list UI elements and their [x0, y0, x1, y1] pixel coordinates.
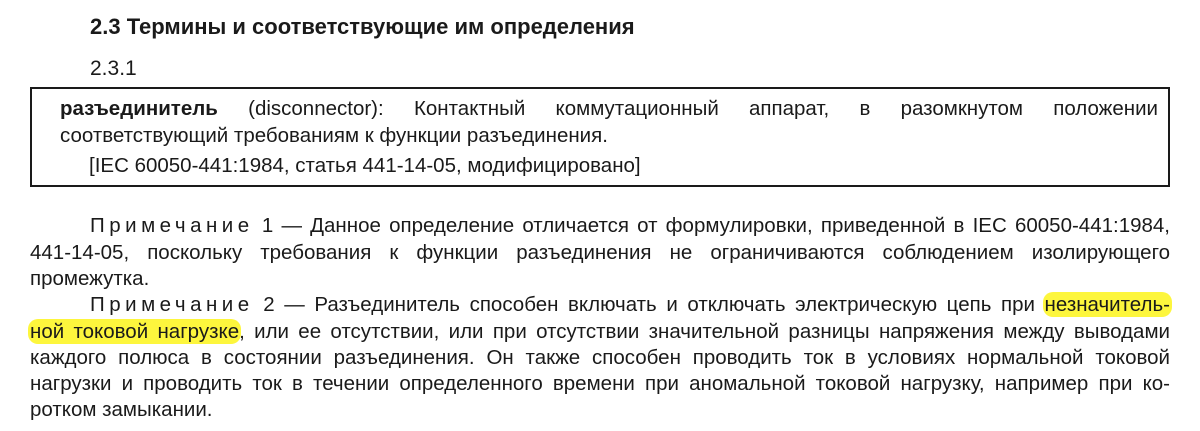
definition-reference: [IEC 60050-441:1984, статья 441-14-05, модифицировано] [89, 154, 641, 177]
note-2-text-2: , или ее отсутствии, или при отсутствии значительной разницы напряжения между выводами [239, 320, 1171, 343]
note-2-line-3: каждого полюса в состоянии разъединения. Он также способен проводить ток в условиях нормальной токовой [30, 346, 1170, 369]
definition-term: разъединитель [60, 97, 218, 120]
note-2-text-1: 2 — Разъединитель способен включать и отключать электрическую цепь при [253, 293, 1035, 316]
highlighted-text-2: ной токовой нагрузке [30, 320, 240, 343]
note-2-line-4: нагрузки и проводить ток в течении определенного времени при аномальной токовой нагрузку, например при ко- [30, 372, 1170, 395]
definition-text-1: Контактный коммутационный аппарат, в разомкнутом положении [383, 97, 1159, 120]
definition-line-1 [60, 97, 1158, 121]
highlighted-text-1: незначитель- [1044, 293, 1170, 316]
note-2-line-1 [90, 293, 1170, 317]
note-2-label: Примечание [90, 293, 254, 316]
note-1-line-3: промежутка. [30, 267, 150, 290]
note-1-text: 1 — Данное определение отличается от формулировки, приведенной в IEC 60050-441:1984, [253, 214, 1170, 237]
note-1-label: Примечание [90, 214, 254, 237]
note-1-line-2: 441-14-05, поскольку требования к функции разъединения не ограничиваются соблюдением изолирующего [30, 241, 1170, 264]
subsection-number: 2.3.1 [90, 57, 137, 80]
note-2-line-5: ротком замыкании. [30, 398, 213, 421]
note-2-line-2 [30, 320, 1170, 344]
note-1-line-1 [90, 214, 1170, 238]
definition-term-en: (disconnector): [217, 97, 384, 120]
section-heading: 2.3 Термины и соответствующие им определения [90, 14, 635, 39]
definition-line-2: соответствующий требованиям к функции разъединения. [60, 124, 608, 147]
